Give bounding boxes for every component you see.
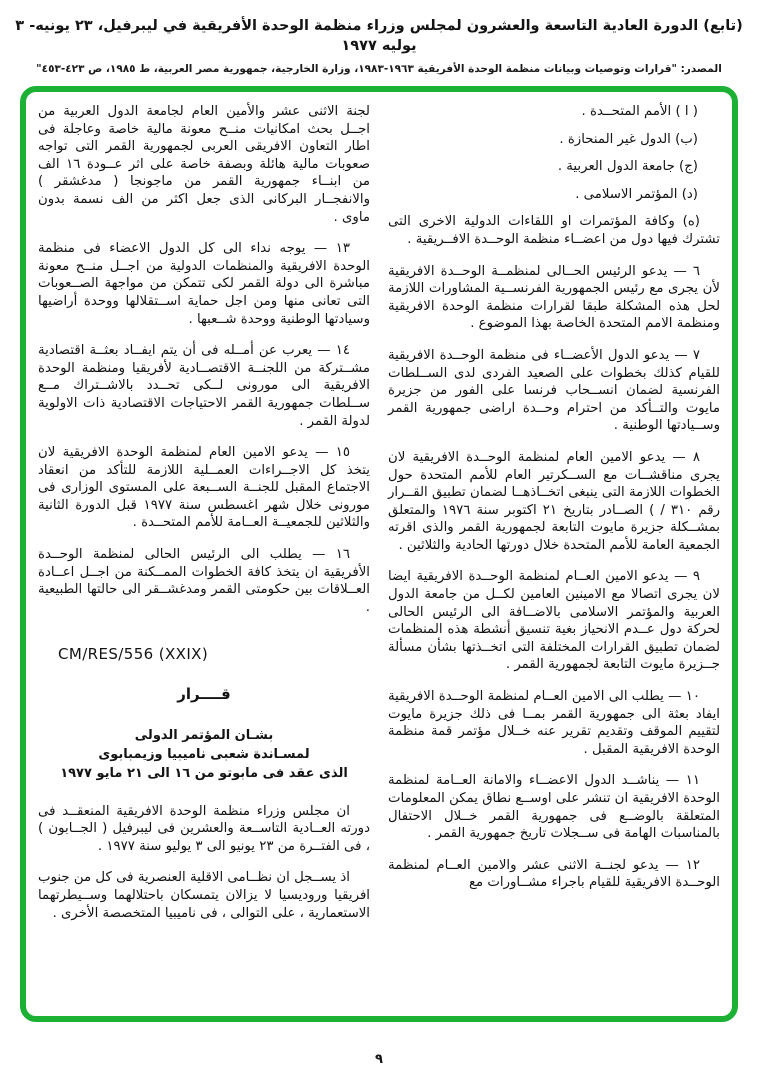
list-item: (ب) الدول غير المنحازة . <box>559 131 698 147</box>
page-number: ٩ <box>375 1052 383 1067</box>
resolution-reference-number: CM/RES/556 (XXIX) <box>58 645 209 664</box>
resolution-paragraph-16: ١٦ — يطلب الى الرئيس الحالى لمنظمة الوحــدة الأفريقية ان يتخذ كافة الخطوات الممــكنة من اجــل اعــادة العــلاقات بين حكومتى القمر ومدغشــقر الى حالتها الطبيعية . <box>38 547 370 615</box>
header-source-citation: المصدر: "قرارات وتوصيات وبيانات منظمة الوحدة الأفريقية ١٩٦٣-١٩٨٣، وزارة الخارجية، جمهورية مصر العربية، ط ١٩٨٥، ص ٤٢٣-٤٥٣" <box>36 63 722 75</box>
resolution-preamble-2: اذ يســجل ان نظــامى الاقلية العنصرية فى كل من جنوب افريقيا وروديسيا لا يزالان يتمسكان باحتلالهما وســيطرتهما الاستعمارية ، على التوالى ، فى ناميبيا المتخصصة الأخرى . <box>38 870 370 921</box>
column-right <box>388 103 720 936</box>
list-item: (د) المؤتمر الاسلامى . <box>575 186 698 202</box>
resolution-paragraph-14: ١٤ — يعرب عن أمــله فى أن يتم ايفــاد بعثــة اقتصادية مشــتركة من اللجنــة الاقتصــادية لأفريقيا ومنظمة الوحدة الافريقية الى مورونى لــكى تحــدد بالاشــتراك مــع ســلطات جمهورية القمر الاحتياجات الاقتصادية ذات الاولوية لدولة القمر . <box>38 343 370 429</box>
resolution-paragraph-6: ٦ — يدعو الرئيس الحــالى لمنظمــة الوحــدة الافريقية لأن يجرى مع رئيس الجمهورية الفرنســية المشاورات اللازمة لحل هذه المشكلة طبقا لقرارات منظمة الوحدة الافريقية ومنظمة الامم المتحدة الخاصة بهذا الموضوع . <box>388 263 720 332</box>
two-column-layout <box>26 92 732 936</box>
content-frame <box>20 86 738 1022</box>
resolution-subtitle-line: لمسـاندة شعبى ناميبيا وزيمبابوى <box>98 746 310 762</box>
list-item: (ج) جامعة الدول العربية . <box>557 159 698 175</box>
header-session-title: (تابع) الدورة العادية التاسعة والعشرون لمجلس وزراء منظمة الوحدة الأفريقية في ليبرفيل، ٢٣ يونيه- ٣ يوليه ١٩٧٧ <box>15 18 743 54</box>
resolution-paragraph-15: ١٥ — يدعو الامين العام لمنظمة الوحدة الافريقية لان يتخذ كل الاجــراءات العمــلية اللازمة للتأكد من انعقاد الاجتماع المقبل للجنــة الســبعة على المستوى الوزارى فى مورونى خلال شهر اغسطس سنة ١٩٧٧ قبل الدورة الثانية والثلاثين للجمعيــة العــامة للأمم المتحــدة . <box>38 445 371 531</box>
resolution-subtitle <box>38 726 370 783</box>
resolution-paragraph-12: ١٢ — يدعو لجنــة الاثنى عشر والامين العــام لمنظمة الوحــدة الافريقية للقيام باجراء مشــاورات مع <box>388 857 720 891</box>
page-header <box>0 0 758 75</box>
resolution-preamble-1: ان مجلس وزراء منظمة الوحدة الافريقية المنعقــد فى دورته العــادية التاســعة والعشرين فى ليبرفيل ( الجــابون ) ، فى الفتــرة من ٢٣ يونيو الى ٣ يوليو سنة ١٩٧٧ . <box>38 803 370 854</box>
list-item: ( ا ) الأمم المتحــدة . <box>581 104 698 119</box>
resolution-paragraph-9: ٩ — يدعو الامين العــام لمنظمة الوحــدة الافريقية ايضا لان يجرى اتصالا مع الامينين العامين لكــل من جامعة الدول العربية والمؤتمر الاسلامى بالاضــافة الى الرئيس الحالى لحركة دول عــدم الانحياز بغية تنسيق أنشطة هذه المنظمات لضمان تطبيق القرارات المختلفة التى اتخــذتها بشأن مسألة جــزيرة مايوت التابعة لجمهورية القمر . <box>388 569 720 673</box>
paragraph-12-continuation: لجنة الاثنى عشر والأمين العام لجامعة الدول العربية من اجــل بحث امكانيات منــح معونة مالية خاصة وعاجلة فى اطار التعاون الافريقى العربى لجمهورية القمر التى تواجه صعوبات مالية هائلة وبصفة خاصة على اثر عــودة ١٦ الف من ابنــاء جمهورية القمر من ماجونجا ( مدغشقر ) والانفجــار البركانى الذى جعل اكثر من الف نسمة بدون ماوى . <box>38 104 370 225</box>
resolution-paragraph-7: ٧ — يدعو الدول الأعضــاء فى منظمة الوحــدة الافريقية للقيام كذلك بخطوات على الصعيد الفردى لدى الســلطات الفرنسية لضمان انســحاب فرنسا على الفور من جزيرة مايوت والتــأكد من احترام وحــدة اراضى جمهورية القمر وســيادتها الوطنية . <box>388 347 720 434</box>
column-left <box>38 103 370 936</box>
resolution-paragraph-11: ١١ — يناشــد الدول الاعضــاء والامانة العــامة لمنظمة الوحدة الافريقية ان تنشر على اوســع نطاق يمكن المعلومات المتعلقة بالوضــع فى جمهورية القمر خــلال الاحتفال بالمناسبات الهامة فى ســجلات تاريخ جمهورية القمر . <box>388 773 720 842</box>
list-item: (ه) وكافة المؤتمرات او اللقاءات الدولية الاخرى التى تشترك فيها دول من اعضــاء منظمة الوحــدة الافــريقية . <box>388 214 720 247</box>
resolution-subtitle-line: الذى عقد فى مابوتو من ١٦ الى ٢١ مايو ١٩٧٧ <box>60 765 348 781</box>
resolution-paragraph-10: ١٠ — يطلب الى الامين العــام لمنظمة الوحــدة الافريقية ايفاد بعثة الى جمهورية القمر بمــا فى ذلك جزيرة مايوت لتقييم الموقف وتقديم تقرير عنه خــلال مؤتمر قمة منظمة الوحدة الافريقية المقبل . <box>388 689 720 757</box>
resolution-subtitle-line: بشـان المؤتمر الدولى <box>134 727 274 743</box>
resolution-heading: قــــرار <box>177 685 231 704</box>
resolution-paragraph-8: ٨ — يدعو الامين العام لمنظمة الوحــدة الافريقية لان يجرى مناقشــات مع الســكرتير العام للأمم المتحدة حول الخطوات اللازمة التى ينبغى اتخــاذهــا لضمان تطبيق القــرار رقم ٣١٠ / ) الصــادر بتاريخ ٢١ اكتوبر سنة ١٩٧٦ والمتعلق بمشــكلة جزيرة مايوت التابعة لجمهورية القمر والذى اقرته الجمعية العامة للأمم المتحدة خلال دورتها الحادية والثلاثين . <box>388 449 720 553</box>
resolution-paragraph-13: ١٣ — يوجه نداء الى كل الدول الاعضاء فى منظمة الوحدة الافريقية والمنظمات الدولية من اجــل منــح معونة مباشرة الى دولة القمر لكى تتمكن من مواجهة الصــعوبات التى تعانى منها ومن اجل حماية اســتقلالها ووحدة أراضيها وسيادتها الوطنية ووحدة شــعبها . <box>38 241 370 327</box>
